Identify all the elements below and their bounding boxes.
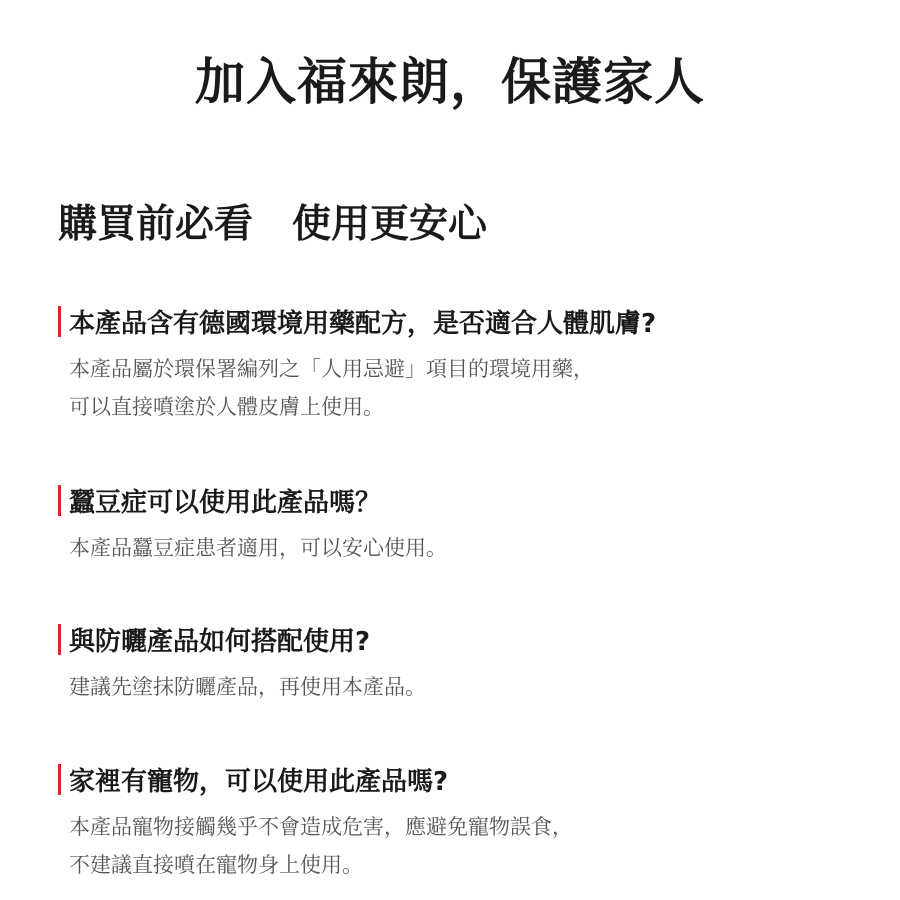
- faq-answer-line: 不建議直接噴在寵物身上使用。: [69, 853, 363, 877]
- accent-bar: [58, 624, 61, 655]
- faq-question: [58, 761, 858, 798]
- faq-item: [58, 482, 858, 567]
- accent-bar: [58, 764, 61, 795]
- faq-question-text: 與防曬產品如何搭配使用?: [69, 627, 371, 657]
- faq-answer-line: 建議先塗抹防曬產品，再使用本產品。: [69, 675, 426, 699]
- page-title: 加入福來朗，保護家人: [195, 53, 705, 111]
- faq-question: [58, 482, 858, 519]
- faq-question-text: 本產品含有德國環境用藥配方，是否適合人體肌膚?: [69, 309, 657, 339]
- faq-question: [58, 621, 858, 658]
- faq-answer: [69, 350, 858, 426]
- faq-answer: [69, 529, 858, 567]
- faq-item: [58, 761, 858, 884]
- faq-answer-line: 可以直接噴塗於人體皮膚上使用。: [69, 395, 384, 419]
- faq-item: [58, 303, 858, 426]
- faq-answer-line: 本產品寵物接觸幾乎不會造成危害，應避免寵物誤食，: [69, 815, 573, 839]
- accent-bar: [58, 306, 61, 337]
- section-subtitle: 購買前必看 使用更安心: [58, 202, 488, 247]
- faq-answer-line: 本產品蠶豆症患者適用，可以安心使用。: [69, 536, 447, 560]
- faq-answer: [69, 808, 858, 884]
- faq-question: [58, 303, 858, 340]
- faq-answer-line: 本產品屬於環保署編列之「人用忌避」項目的環境用藥，: [69, 357, 594, 381]
- faq-question-text: 蠶豆症可以使用此產品嗎？: [69, 488, 382, 518]
- accent-bar: [58, 485, 61, 516]
- faq-answer: [69, 668, 858, 706]
- faq-item: [58, 621, 858, 706]
- faq-question-text: 家裡有寵物，可以使用此產品嗎?: [69, 767, 449, 797]
